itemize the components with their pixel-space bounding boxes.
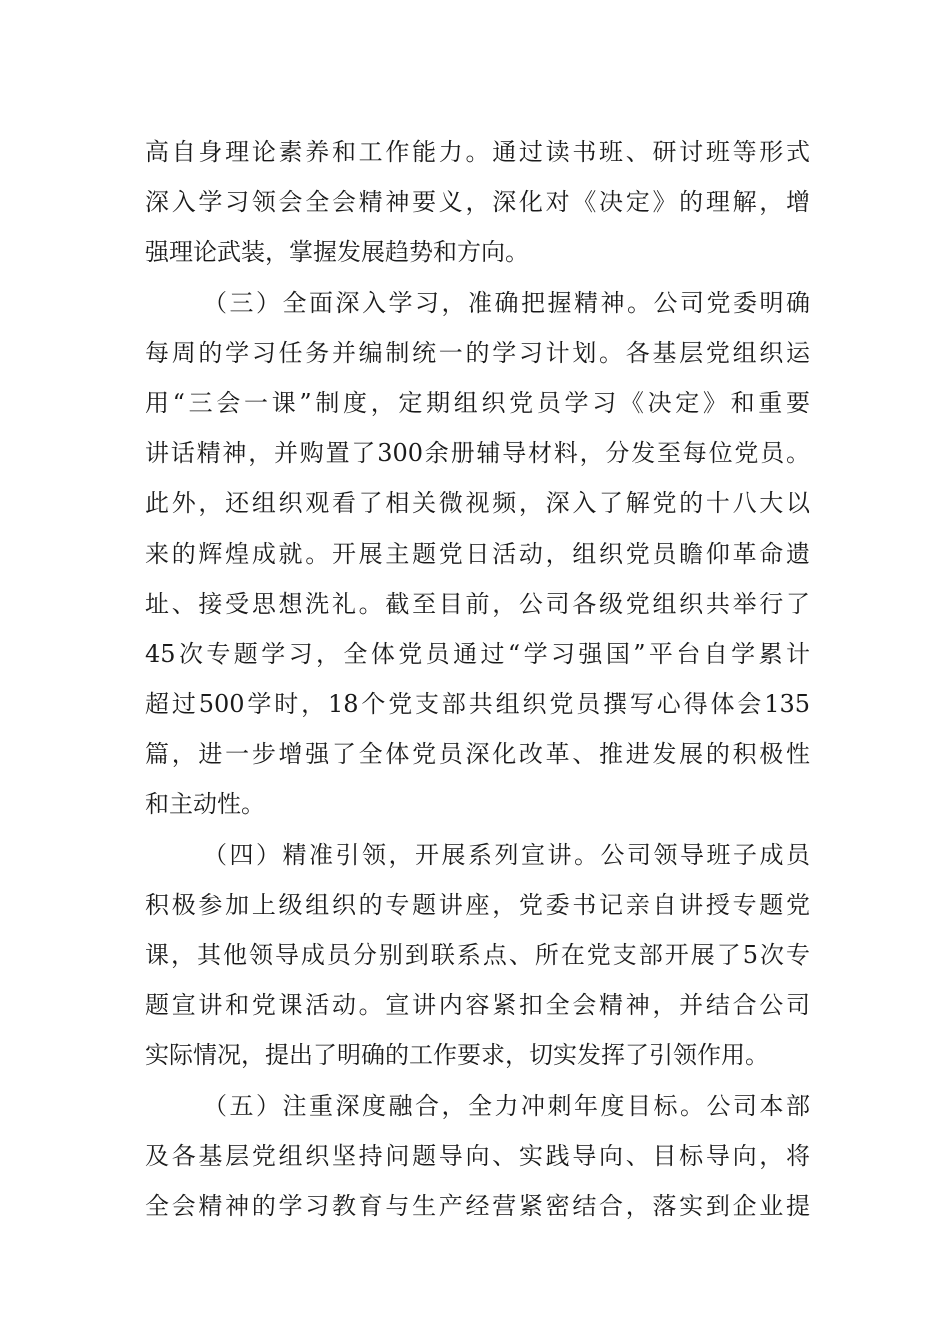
text-line: 讲话精神，并购置了300余册辅导材料，分发至每位党员。 bbox=[145, 439, 810, 468]
text-line: 强理论武装，掌握发展趋势和方向。 bbox=[145, 238, 529, 267]
text-line: 深入学习领会全会精神要义，深化对《决定》的理解，增 bbox=[145, 188, 810, 217]
paragraph-p-continued bbox=[145, 127, 810, 278]
text-line: 超过500学时，18个党支部共组织党员撰写心得体会135 bbox=[145, 690, 810, 719]
text-line: 45次专题学习，全体党员通过“学习强国”平台自学累计 bbox=[145, 639, 810, 668]
text-line: 题宣讲和党课活动。宣讲内容紧扣全会精神，并结合公司 bbox=[145, 991, 810, 1020]
text-line: （三）全面深入学习，准确把握精神。公司党委明确 bbox=[203, 288, 810, 317]
paragraph-p-four bbox=[145, 830, 810, 1081]
text-line: 址、接受思想洗礼。截至目前，公司各级党组织共举行了 bbox=[145, 589, 810, 618]
text-line: 全会精神的学习教育与生产经营紧密结合，落实到企业提 bbox=[145, 1191, 810, 1220]
text-line: 课，其他领导成员分别到联系点、所在党支部开展了5次专 bbox=[145, 941, 810, 969]
text-line: 篇，进一步增强了全体党员深化改革、推进发展的积极性 bbox=[145, 740, 810, 769]
text-line: 积极参加上级组织的专题讲座，党委书记亲自讲授专题党 bbox=[145, 890, 810, 919]
paragraph-p-five bbox=[145, 1081, 810, 1232]
document-body bbox=[145, 127, 810, 1231]
text-line: （四）精准引领，开展系列宣讲。公司领导班子成员 bbox=[203, 840, 810, 869]
text-line: 高自身理论素养和工作能力。通过读书班、研讨班等形式 bbox=[145, 138, 810, 166]
paragraph-p-three bbox=[145, 278, 810, 830]
text-line: 实际情况，提出了明确的工作要求，切实发挥了引领作用。 bbox=[145, 1041, 769, 1070]
text-line: 每周的学习任务并编制统一的学习计划。各基层党组织运 bbox=[145, 338, 810, 367]
text-line: （五）注重深度融合，全力冲刺年度目标。公司本部 bbox=[203, 1091, 810, 1120]
text-line: 用“三会一课”制度，定期组织党员学习《决定》和重要 bbox=[145, 388, 810, 417]
text-line: 和主动性。 bbox=[145, 790, 265, 819]
text-line: 及各基层党组织坚持问题导向、实践导向、目标导向，将 bbox=[145, 1141, 810, 1170]
text-line: 来的辉煌成就。开展主题党日活动，组织党员瞻仰革命遗 bbox=[145, 539, 810, 568]
text-line: 此外，还组织观看了相关微视频，深入了解党的十八大以 bbox=[145, 489, 810, 518]
